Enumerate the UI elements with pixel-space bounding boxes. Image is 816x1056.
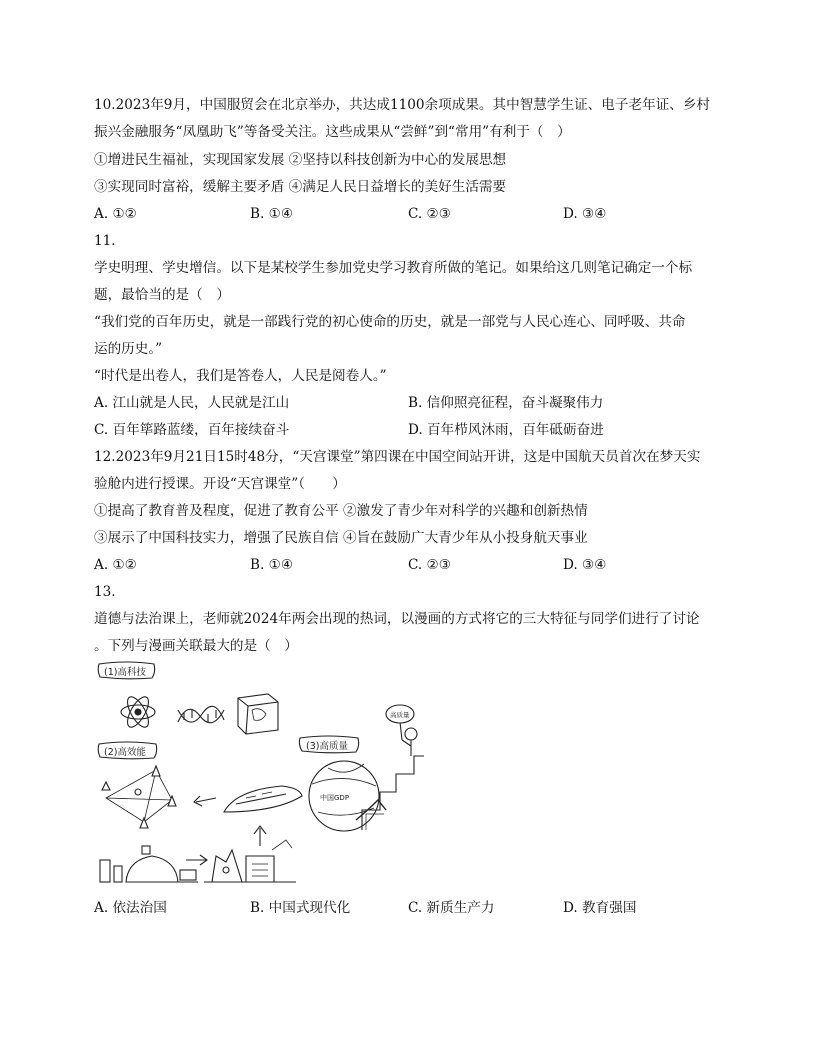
q13-stem-line1: 道德与法治课上，老师就2024年两会出现的热词，以漫画的方式将它的三大特征与同学们进行了讨论 (94, 611, 700, 627)
q13-option-d[interactable]: D. 教育强国 (563, 900, 637, 916)
q12-stem-line2: 验舱内进行授课。开设“天宫课堂”（ ） (94, 476, 346, 492)
staircase-icon (362, 756, 424, 830)
globe-gdp-icon (309, 761, 386, 831)
q13-stem-line2: 。下列与漫画关联最大的是（ ） (94, 638, 298, 654)
arrow-left-icon (194, 796, 216, 806)
q11-stem-line1: 学史明理、学史增信。以下是某校学生参加党史学习教育所做的笔记。如果给这几则笔记确定一个标 (94, 260, 693, 276)
q12-option-b[interactable]: B. ①④ (250, 557, 294, 573)
q13-option-b[interactable]: B. 中国式现代化 (250, 900, 351, 916)
comic-label-1-text: (1)高科技 (104, 667, 146, 678)
q11-option-a[interactable]: A. 江山就是人民，人民就是江山 (94, 395, 290, 411)
q10-option-d[interactable]: D. ③④ (563, 206, 607, 222)
q11-quote1-line1: “我们党的百年历史，就是一部践行党的初心使命的历史，就是一部党与人民心连心、同呼吸、共命 (94, 314, 686, 330)
q10-option-b[interactable]: B. ①④ (250, 206, 294, 222)
factory-icon (204, 840, 296, 882)
q11-option-d[interactable]: D. 百年栉风沐雨，百年砥砺奋进 (408, 422, 604, 438)
q12-items-line1: ①提高了教育普及程度，促进了教育公平 ②激发了青少年对科学的兴趣和创新热情 (94, 503, 588, 519)
comic-label-2-text: (2)高效能 (104, 747, 146, 758)
q13-option-a[interactable]: A. 依法治国 (94, 900, 167, 916)
person-flag-icon (386, 705, 417, 756)
q12-option-d[interactable]: D. ③④ (563, 557, 607, 573)
q11-stem-line2: 题，最恰当的是（ ） (94, 287, 230, 303)
comic-label-high-efficiency (98, 742, 156, 759)
q10-option-a[interactable]: A. ①② (94, 206, 137, 222)
atom-icon (121, 694, 155, 730)
flag-label: 高质量 (390, 711, 410, 719)
comic-label-high-tech (98, 662, 154, 679)
q12-stem-line1: 12.2023年9月21日15时48分，“天宫课堂”第四课在中国空间站开讲，这是中国航天员首次在梦天实 (94, 449, 701, 465)
q10-items-line1: ①增进民生福祉，实现国家发展 ②坚持以科技创新为中心的发展思想 (94, 152, 507, 168)
q10-stem-line2: 振兴金融服务“凤凰助飞”等备受关注。这些成果从“尝鲜”到“常用”有利于（ ） (94, 124, 571, 140)
q12-option-c[interactable]: C. ②③ (408, 557, 451, 573)
q10-items-line2: ③实现同时富裕，缓解主要矛盾 ④满足人民日益增长的美好生活需要 (94, 179, 507, 195)
q10-stem-line1: 10.2023年9月，中国服贸会在北京举办，共达成1100余项成果。其中智慧学生证、电子老年证、乡村 (94, 97, 711, 113)
arrow-up-icon (254, 826, 266, 846)
network-icon (102, 766, 176, 828)
q13-option-c[interactable]: C. 新质生产力 (408, 900, 495, 916)
comic-label-high-quality (299, 736, 358, 753)
q12-items-line2: ③展示了中国科技实力，增强了民族自信 ④旨在鼓励广大青少年从小投身航天事业 (94, 530, 588, 546)
comic-illustration (96, 660, 426, 895)
comic-label-3-text: (3)高质量 (306, 741, 348, 752)
q12-option-a[interactable]: A. ①② (94, 557, 137, 573)
arrow-right-icon (186, 855, 207, 865)
q11-option-c[interactable]: C. 百年筚路蓝缕，百年接续奋斗 (94, 422, 290, 438)
q11-quote1-line2: 运的历史。” (94, 341, 163, 357)
q11-option-b[interactable]: B. 信仰照亮征程，奋斗凝聚伟力 (408, 395, 604, 411)
server-cloud-icon (100, 846, 198, 882)
q11-quote2: “时代是出卷人，我们是答卷人，人民是阅卷人。” (94, 368, 387, 384)
chip-box-icon (238, 694, 278, 734)
train-icon (224, 786, 302, 812)
q13-number: 13. (94, 584, 116, 600)
q11-number: 11. (94, 233, 116, 249)
q10-option-c[interactable]: C. ②③ (408, 206, 451, 222)
gdp-label: 中国GDP (320, 794, 350, 802)
dna-icon (178, 706, 224, 722)
